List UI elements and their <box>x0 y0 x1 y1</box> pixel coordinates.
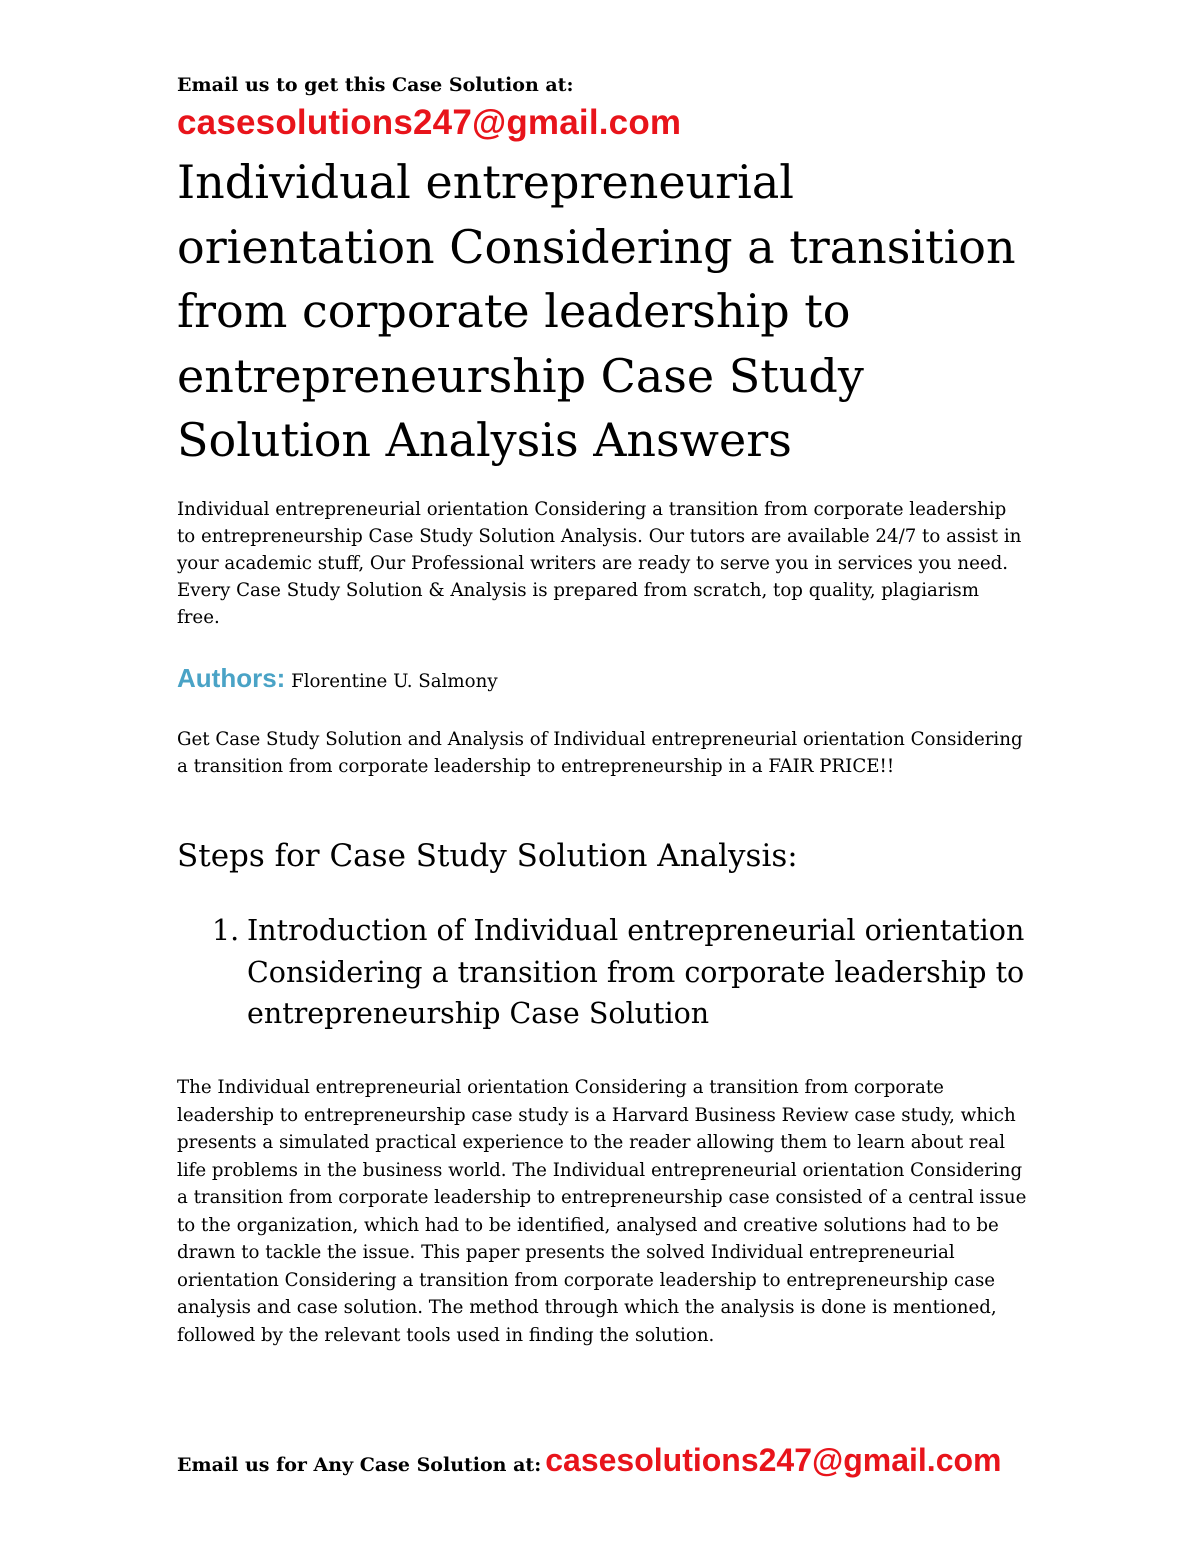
document-title: Individual entrepreneurial orientation Considering a transition from corporate leadership to entrepreneurship Case Study Solution Analysis Answers <box>177 155 1016 467</box>
header-email-link[interactable]: casesolutions247@gmail.com <box>177 103 682 142</box>
step-item <box>177 910 1037 1035</box>
authors-label: Authors: <box>177 663 286 693</box>
footer-email-link[interactable]: casesolutions247@gmail.com <box>545 1442 1002 1478</box>
step-body-paragraph: The Individual entrepreneurial orientation Considering a transition from corporate leadership to entrepreneurship case study is a Harvard Business Review case study, which presents a simulated practical experience to the reader allowing them to learn about real life problems in the business world. The Individual entrepreneurial orientation Considering a transition from corporate leadership to entrepreneurship case consisted of a central issue to the organization, which had to be identified, analysed and creative solutions had to be drawn to tackle the issue. This paper presents the solved Individual entrepreneurial orientation Considering a transition from corporate leadership to entrepreneurship case analysis and case solution. The method through which the analysis is done is mentioned, followed by the relevant tools used in finding the solution. <box>177 1077 1027 1346</box>
authors-names: Florentine U. Salmony <box>291 671 498 692</box>
header-email-label: Email us to get this Case Solution at: <box>177 74 574 96</box>
footer-email-label: Email us for Any Case Solution at: <box>177 1454 542 1476</box>
footer-email-line <box>177 1442 1001 1479</box>
steps-heading: Steps for Case Study Solution Analysis: <box>177 838 798 874</box>
pitch-paragraph: Get Case Study Solution and Analysis of Individual entrepreneurial orientation Considering a transition from corporate leadership to entrepreneurship in a FAIR PRICE!! <box>177 729 1023 777</box>
step-number: 1. <box>212 914 240 947</box>
authors-line <box>177 663 498 694</box>
intro-paragraph: Individual entrepreneurial orientation Considering a transition from corporate leadership to entrepreneurship Case Study Solution Analysis. Our tutors are available 24/7 to assist in your academic stuff, Our Professional writers are ready to serve you in services you need. Every Case Study Solution & Analysis is prepared from scratch, top quality, plagiarism free. <box>177 499 1022 628</box>
step-title: Introduction of Individual entrepreneurial orientation Considering a transition from corporate leadership to entrepreneurship Case Solution <box>247 914 1025 1030</box>
steps-list <box>177 910 1037 1035</box>
